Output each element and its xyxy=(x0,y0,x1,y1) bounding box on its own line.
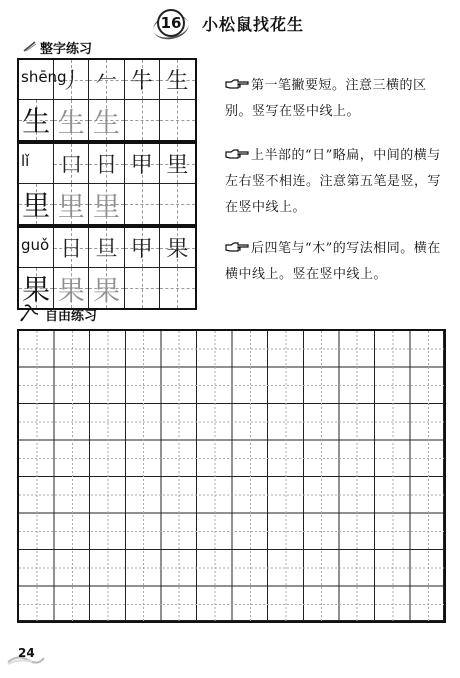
stroke-step-cell xyxy=(125,228,160,268)
trace-cell[interactable] xyxy=(54,268,89,308)
model-char: 里 xyxy=(22,189,51,222)
page-number: 24 xyxy=(18,646,35,660)
note-text: 后四笔与“木”的写法相同。横在横中线上。竖在竖中线上。 xyxy=(225,241,441,282)
blank-write-cell[interactable] xyxy=(160,268,195,308)
note-text: 上半部的“日”略扁，中间的横与左右竖不相连。注意第五笔是竖，写在竖中线上。 xyxy=(225,148,442,215)
stroke-step-cell xyxy=(125,60,160,100)
blank-write-cell[interactable] xyxy=(125,184,160,224)
stroke-step-cell xyxy=(54,60,89,100)
stroke-step-cell xyxy=(125,144,160,184)
stroke-step-char: 丿 xyxy=(60,69,83,94)
stroke-step-char: 日 xyxy=(60,237,83,262)
lesson-number-badge: 16 xyxy=(157,9,185,37)
blank-write-cell[interactable] xyxy=(160,100,195,140)
trace-char: 生 xyxy=(92,107,120,139)
pointing-finger-icon xyxy=(225,241,249,253)
stroke-step-char: 日 xyxy=(95,153,118,178)
stroke-step-cell xyxy=(160,144,195,184)
stroke-step-char: 生 xyxy=(166,69,189,94)
note-guo xyxy=(225,236,450,288)
stroke-step-char: 口 xyxy=(60,153,83,178)
pencil-icon xyxy=(23,40,37,52)
trace-cell[interactable] xyxy=(89,100,124,140)
model-char: 果 xyxy=(22,273,51,306)
stroke-step-char: 牛 xyxy=(130,69,153,94)
practice-grid-li xyxy=(17,142,197,226)
pinyin-cell xyxy=(19,60,67,100)
model-char-cell xyxy=(19,100,54,140)
pointing-finger-icon xyxy=(225,148,249,160)
stroke-step-char: 甲 xyxy=(130,237,153,262)
stroke-step-cell xyxy=(89,144,124,184)
section-heading-free: 自由练习 xyxy=(45,309,98,324)
note-sheng xyxy=(225,73,450,125)
trace-cell[interactable] xyxy=(54,100,89,140)
blank-write-cell[interactable] xyxy=(160,184,195,224)
blank-write-cell[interactable] xyxy=(125,268,160,308)
pinyin-cell xyxy=(19,228,54,268)
stroke-step-char: 果 xyxy=(166,237,189,262)
trace-cell[interactable] xyxy=(89,184,124,224)
stroke-step-cell xyxy=(89,60,124,100)
trace-char: 里 xyxy=(92,191,120,223)
free-practice-grid[interactable] xyxy=(17,329,446,623)
stroke-step-char: 甲 xyxy=(130,153,153,178)
trace-char: 生 xyxy=(57,107,85,139)
pinyin-cell xyxy=(19,144,54,184)
stroke-step-cell xyxy=(160,60,195,100)
pinyin-label: guǒ xyxy=(19,228,53,267)
model-char-cell xyxy=(19,268,54,308)
stroke-step-char: 里 xyxy=(166,153,189,178)
trace-cell[interactable] xyxy=(54,184,89,224)
trace-char: 果 xyxy=(92,275,120,307)
stroke-step-char: 𠂉 xyxy=(95,69,118,94)
practice-grid-sheng xyxy=(17,58,197,142)
note-li xyxy=(225,143,450,221)
model-char-cell xyxy=(19,184,54,224)
trace-char: 里 xyxy=(57,191,85,223)
stroke-step-cell xyxy=(160,228,195,268)
note-text: 第一笔撇要短。注意三横的区别。竖写在竖中线上。 xyxy=(225,78,427,119)
pinyin-label: lǐ xyxy=(19,144,53,183)
stroke-step-cell xyxy=(89,228,124,268)
stroke-step-cell xyxy=(54,144,89,184)
pointing-finger-icon xyxy=(225,78,249,90)
model-char: 生 xyxy=(22,105,51,138)
practice-grid-guo xyxy=(17,226,197,310)
trace-cell[interactable] xyxy=(89,268,124,308)
stroke-step-cell xyxy=(54,228,89,268)
pinyin-label: shēng xyxy=(19,60,53,99)
stroke-step-char: 旦 xyxy=(95,237,118,262)
trace-char: 果 xyxy=(57,275,85,307)
section-heading-practice: 整字练习 xyxy=(40,42,93,57)
blank-write-cell[interactable] xyxy=(125,100,160,140)
lesson-title: 小松鼠找花生 xyxy=(202,15,305,34)
